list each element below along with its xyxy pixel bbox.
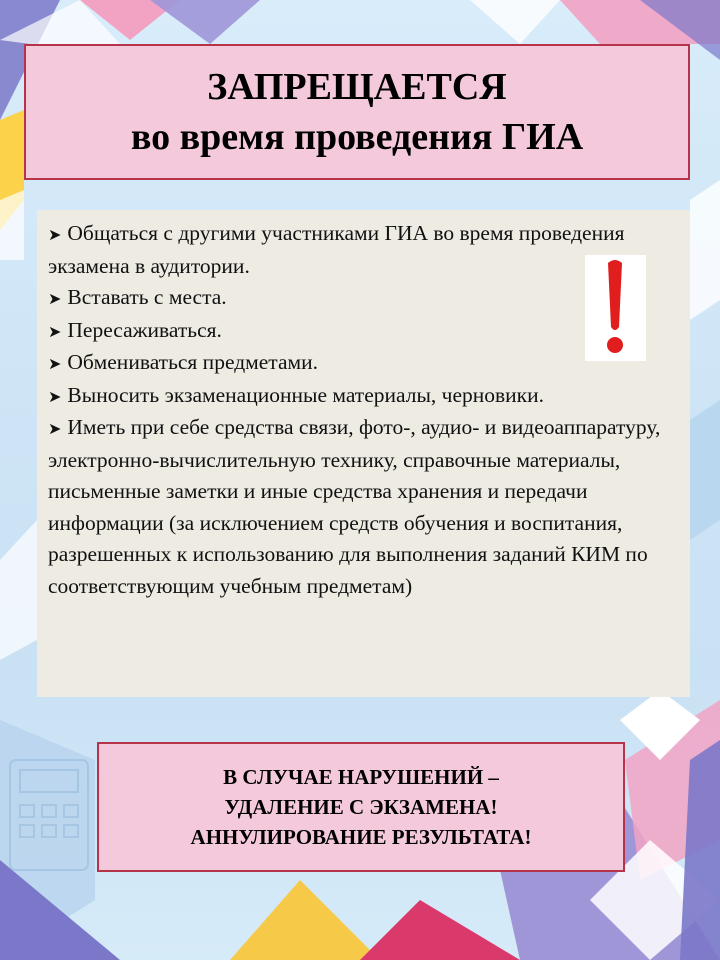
rule-item-4: ➤ Обмениваться предметами. (48, 350, 318, 374)
arrowhead-bullet-icon: ➤ (48, 386, 62, 406)
rule-item-1: ➤ Общаться с другими участниками ГИА во время проведения экзамена в аудитории. (48, 221, 625, 278)
warning-line-1: В СЛУЧАЕ НАРУШЕНИЙ – (223, 765, 499, 789)
warning-line-2: УДАЛЕНИЕ С ЭКЗАМЕНА! (224, 795, 498, 819)
arrowhead-bullet-icon: ➤ (48, 419, 62, 438)
warning-panel (97, 742, 625, 872)
rule-item-3: ➤ Пересаживаться. (48, 317, 222, 342)
arrowhead-bullet-icon: ➤ (48, 321, 62, 341)
arrowhead-bullet-icon: ➤ (48, 354, 62, 373)
exclamation-icon (585, 255, 646, 361)
rule-item-6: ➤ Иметь при себе средства связи, фото-, аудио- и видеоаппаратуру, электронно-вычислительную технику, справочные материалы, письменные заметки и иные средства хранения и передачи информации (за исключением средств обучения и воспитания, разрешенных к использованию для выполнения заданий КИМ по соответствующим учебным предметам) (48, 415, 661, 598)
title-line-1: ЗАПРЕЩАЕТСЯ (207, 66, 507, 108)
rule-item-5: ➤ Выносить экзаменационные материалы, черновики. (48, 382, 545, 407)
title-line-2: во время проведения ГИА (130, 116, 584, 158)
warning-line-3: АННУЛИРОВАНИЕ РЕЗУЛЬТАТА! (190, 825, 532, 849)
arrowhead-bullet-icon: ➤ (48, 289, 62, 308)
arrowhead-bullet-icon: ➤ (48, 225, 62, 244)
rule-item-2: ➤ Вставать с места. (48, 285, 227, 309)
title-panel (24, 44, 690, 180)
